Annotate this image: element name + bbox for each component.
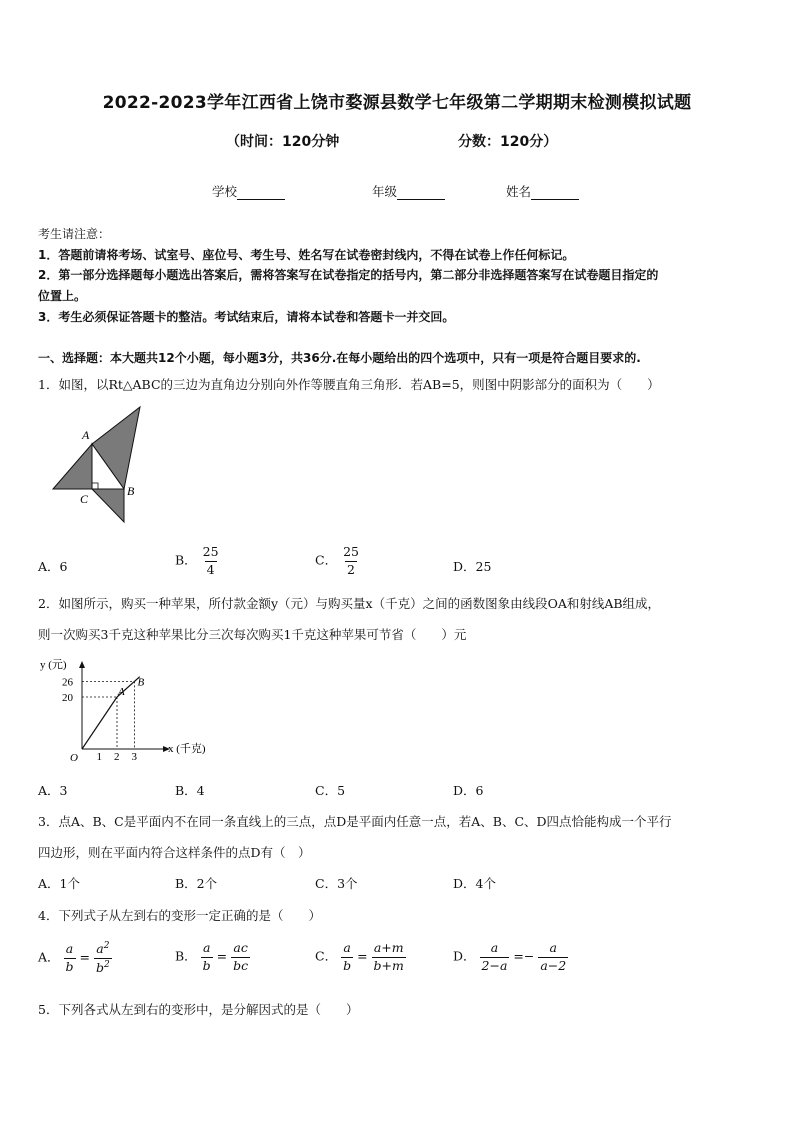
q3-option-c[interactable]: C．3个 [315,876,358,891]
q4-option-c[interactable] [315,942,406,972]
school-label: 学校 [212,184,238,199]
q3-option-a[interactable]: A．1个 [38,876,80,891]
q1-option-c-fraction [341,546,361,576]
q4-option-b[interactable] [175,942,250,972]
question-2-stem-line2: 则一次购买3千克这种苹果比分三次每次购买1千克这种苹果可节省（ ）元 [38,627,467,642]
equals-sign: = [357,948,368,964]
q1-option-b[interactable] [175,546,221,576]
left-shaded-triangle [53,444,92,489]
note-item: 位置上。 [38,289,87,303]
question-2-stem-line1: 2．如图所示，购买一种苹果，所付款金额y（元）与购买量x（千克）之间的函数图象由线段OA和射线AB组成， [38,596,661,611]
school-field[interactable] [212,182,285,200]
q1-option-d[interactable]: D．25 [453,559,492,574]
equals-sign: = [79,949,90,965]
q4-option-b-prefix: B． [175,948,197,964]
frac-den: 4 [206,561,215,577]
equals-minus-sign: =− [513,948,535,964]
q4-option-d[interactable] [453,942,568,972]
question-1-stem: 1．如图，以Rt△ABC的三边为直角边分别向外作等腰直角三角形．若AB=5，则图中阴影部分的面积为（ ） [38,377,660,392]
q2-chart [38,655,218,765]
x-tick-2: 2 [114,751,120,763]
q4-b-right-frac: $\frac{ac}{bc}$ [233,940,249,973]
score-label: 分数：120分） [458,134,558,150]
grade-label: 年级 [372,184,398,199]
q4-b-left-frac: $\frac{a}{b}$ [202,940,211,973]
note-item: 2．第一部分选择题每小题选出答案后，需将答案写在试卷指定的括号内，第二部分非选择题答案写在试卷题目指定的 [38,268,659,282]
q4-option-d-prefix: D． [453,948,476,964]
q4-option-c-prefix: C． [315,948,338,964]
y-tick-26: 26 [62,676,73,689]
equals-sign: = [216,948,228,964]
note-item: 1．答题前请将考场、试室号、座位号、考生号、姓名写在试卷密封线内，不得在试卷上作任何标记。 [38,248,575,262]
y-axis-arrow [79,661,85,668]
point-A-label: A [118,686,125,698]
name-field[interactable] [506,182,579,200]
label-B: B [127,484,135,498]
time-label: （时间：120分钟 [226,134,340,150]
q1-option-b-prefix: B． [175,552,197,568]
question-3-stem-line2: 四边形，则在平面内符合这样条件的点D有（ ） [38,845,311,860]
q4-option-a-prefix: A． [38,949,60,965]
note-item: 3．考生必须保证答题卡的整洁。考试结束后，请将本试卷和答题卡一并交回。 [38,310,455,324]
label-A: A [82,428,90,442]
q4-d-right-frac: $\frac{a}{a-2}$ [540,940,567,973]
origin-label: O [70,752,78,764]
q4-option-a[interactable] [38,942,112,974]
x-axis-label: x (千克) [168,743,206,755]
bottom-shaded-triangle [92,489,124,522]
q4-c-right-frac: $\frac{a+m}{b+m}$ [373,940,404,973]
frac-den: 2 [347,561,355,577]
q1-option-c-prefix: C． [315,552,338,568]
q1-option-a[interactable]: A．6 [38,559,68,574]
q2-option-a[interactable]: A．3 [38,783,68,798]
x-tick-3: 3 [131,751,137,763]
q4-a-right-frac: $\frac{a^2}{b^2}$ [95,941,110,975]
q3-option-b[interactable]: B．2个 [175,876,218,891]
section-heading: 一、选择题：本大题共12个小题，每小题3分，共36分.在每小题给出的四个选项中，只有一项是符合题目要求的. [38,351,641,365]
q1-option-c[interactable] [315,546,361,576]
grade-blank[interactable] [397,187,445,200]
y-axis-label: y (元) [40,659,67,671]
question-4-stem: 4．下列式子从左到右的变形一定正确的是（ ） [38,908,321,923]
x-tick-1: 1 [96,751,102,763]
q4-c-left-frac: $\frac{a}{b}$ [343,940,352,973]
label-C: C [80,492,89,506]
q4-d-left-frac: $\frac{a}{2-a}$ [481,940,508,973]
question-5-stem: 5．下列各式从左到右的变形中，是分解因式的是（ ） [38,1002,359,1017]
school-blank[interactable] [237,187,285,200]
segment-OA [82,697,117,749]
question-3-stem-line1: 3．点A、B、C是平面内不在同一条直线上的三点，点D是平面内任意一点，若A、B、C、D四点恰能构成一个平行 [38,814,672,829]
q2-option-c[interactable]: C．5 [315,783,346,798]
y-tick-20: 20 [62,692,73,704]
q2-option-b[interactable]: B．4 [175,783,205,798]
frac-num: 25 [202,544,219,559]
q4-a-left-frac: $\frac{a}{b}$ [65,941,74,974]
grade-field[interactable] [372,182,445,200]
page-title: 2022-2023学年江西省上饶市婺源县数学七年级第二学期期末检测模拟试题 [102,93,692,113]
notes-heading: 考生请注意： [38,227,111,241]
frac-num: 25 [343,544,359,559]
q1-figure [38,402,148,527]
point-B-label: B [137,676,145,689]
name-blank[interactable] [531,187,579,200]
q2-option-d[interactable]: D．6 [453,783,484,798]
q1-option-b-fraction [201,546,221,576]
name-label: 姓名 [506,184,532,199]
q3-option-d[interactable]: D．4个 [453,876,496,891]
